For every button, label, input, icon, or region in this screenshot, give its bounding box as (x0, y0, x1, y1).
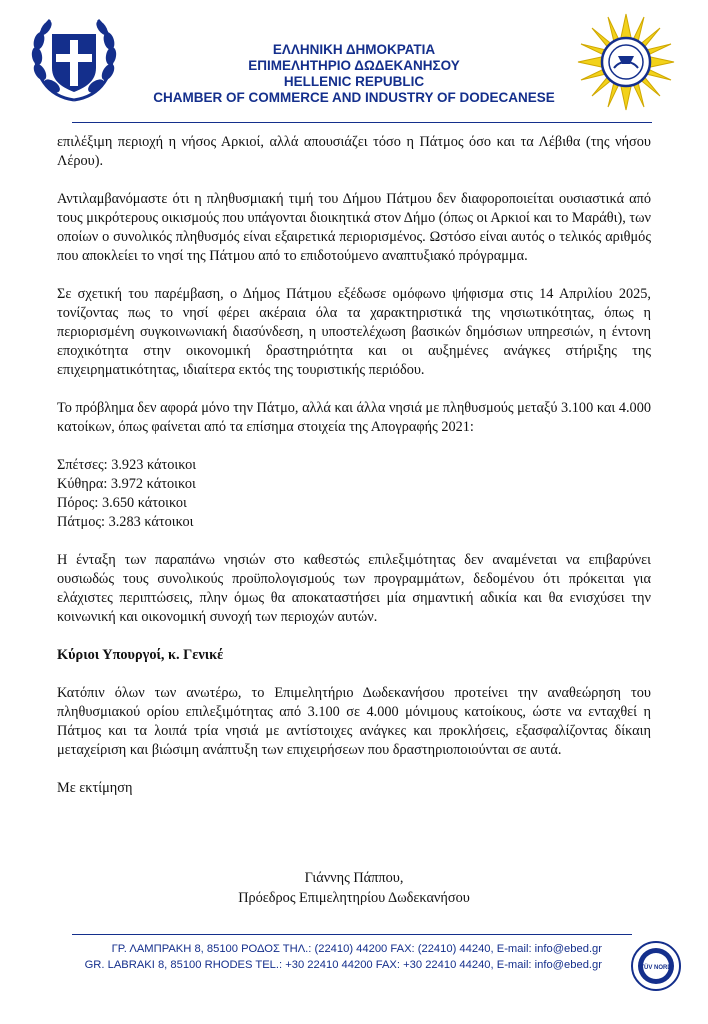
signatory-name: Γιάννης Πάππου, (304, 870, 404, 886)
header-line-1: ΕΛΛΗΝΙΚΗ ΔΗΜΟΚΡΑΤΙΑ (272, 42, 436, 57)
paragraph: Σε σχετική του παρέμβαση, ο Δήμος Πάτμου εξέδωσε ομόφωνο ψήφισμα στις 14 Απριλίου 2025, τονίζοντας πως το νησί φέρει ακέραια όλα τα χαρακτηριστικά της νησιωτικότητας, όπως η περιορισμένη συγκοινωνιακή διασύνδεση, η υποστελέχωση βασικών δημόσιων υπηρεσιών, η έντονη εποχικότητα στην οικονομική δραστηριότητα και οι αυξημένες ανάγκες στήριξης της επιχειρηματικότητας, ιδιαίτερα εκτός της τουριστικής περιόδου. (57, 286, 651, 378)
paragraph: Το πρόβλημα δεν αφορά μόνο την Πάτμο, αλλά και άλλα νησιά με πληθυσμούς μεταξύ 3.100 και 4.000 κατοίκων, όπως φαίνεται από τα επίσημα στοιχεία της Απογραφής 2021: (57, 400, 651, 435)
paragraph: Η ένταξη των παραπάνω νησιών στο καθεστώς επιλεξιμότητας δεν αναμένεται να επιβαρύνει ουσιωδώς τους συνολικούς προϋπολογισμούς των προγραμμάτων, δεδομένου ότι πρόκειται για ελάχιστες περιπτώσεις, πλην όμως θα αποκαταστήσει μία σημαντική αδικία και θα ενισχύσει την κοινωνική και οικονομική συνοχή των περιοχών αυτών. (57, 552, 651, 625)
header-line-4: CHAMBER OF COMMERCE AND INDUSTRY OF DODECANESE (153, 90, 555, 105)
signature-block (57, 868, 651, 908)
header-line-2: ΕΠΙΜΕΛΗΤΗΡΙΟ ΔΩΔΕΚΑΝΗΣΟΥ (248, 58, 460, 73)
paragraph: Αντιλαμβανόμαστε ότι η πληθυσμιακή τιμή του Δήμου Πάτμου δεν διαφοροποιείται ουσιαστικά από τους μικρότερους οικισμούς που υπάγονται διοικητικά στον Δήμο (όπως οι Αρκιοί και το Μαράθι), των οποίων ο συνολικός πληθυσμός είναι εξαιρετικά περιορισμένος. Ωστόσο είναι αυτός ο τελικός αριθμός που αποκλείει το νησί της Πάτμου από το επιδοτούμενο αναπτυξιακό πρόγραμμα. (57, 191, 651, 264)
letter-body (57, 133, 651, 817)
salutation: Κύριοι Υπουργοί, κ. Γενικέ (57, 647, 224, 663)
population-list (57, 456, 651, 532)
closing: Με εκτίμηση (57, 780, 133, 796)
list-item: Πάτμος: 3.283 κάτοικοι (57, 514, 194, 530)
letterhead (0, 0, 708, 135)
certification-badge-icon (630, 940, 682, 992)
paragraph: Κατόπιν όλων των ανωτέρω, το Επιμελητήριο Δωδεκανήσου προτείνει την αναθεώρηση του πληθυσμιακού ορίου επιλεξιμότητας από 3.100 σε 4.000 μόνιμους κατοίκους, ώστε να ενταχθεί η Πάτμος και τα λοιπά τρία νησιά με αντίστοιχες ανάγκες και προκλήσεις, εξασφαλίζοντας δίκαιη μεταχείριση και βιώσιμη ανάπτυξη των επιχειρήσεων που δραστηριοποιούνται σε αυτά. (57, 685, 651, 758)
footer-address-english: GR. LABRAKI 8, 85100 RHODES TEL.: +30 22410 44200 FAX: +30 22410 44240, E-mail: info@ebed.gr (84, 959, 602, 971)
footer (72, 941, 602, 973)
list-item: Πόρος: 3.650 κάτοικοι (57, 495, 187, 511)
cert-badge-text: TÜV NORD (640, 965, 672, 971)
footer-divider (72, 934, 632, 935)
signatory-title: Πρόεδρος Επιμελητηρίου Δωδεκανήσου (238, 890, 470, 906)
paragraph: επιλέξιμη περιοχή η νήσος Αρκιοί, αλλά απουσιάζει τόσο η Πάτμος όσο και τα Λέβιθα (της νήσου Λέρου). (57, 134, 651, 169)
footer-address-greek: ΓΡ. ΛΑΜΠΡΑΚΗ 8, 85100 ΡΟΔΟΣ ΤΗΛ.: (22410) 44200 FAX: (22410) 44240, E-mail: info@ebed.gr (111, 943, 602, 955)
header-line-3: HELLENIC REPUBLIC (283, 74, 425, 89)
list-item: Σπέτσες: 3.923 κάτοικοι (57, 457, 197, 473)
header-divider (72, 122, 652, 123)
chamber-logo-icon (576, 12, 676, 112)
greek-coat-of-arms-icon (28, 14, 120, 106)
list-item: Κύθηρα: 3.972 κάτοικοι (57, 476, 196, 492)
